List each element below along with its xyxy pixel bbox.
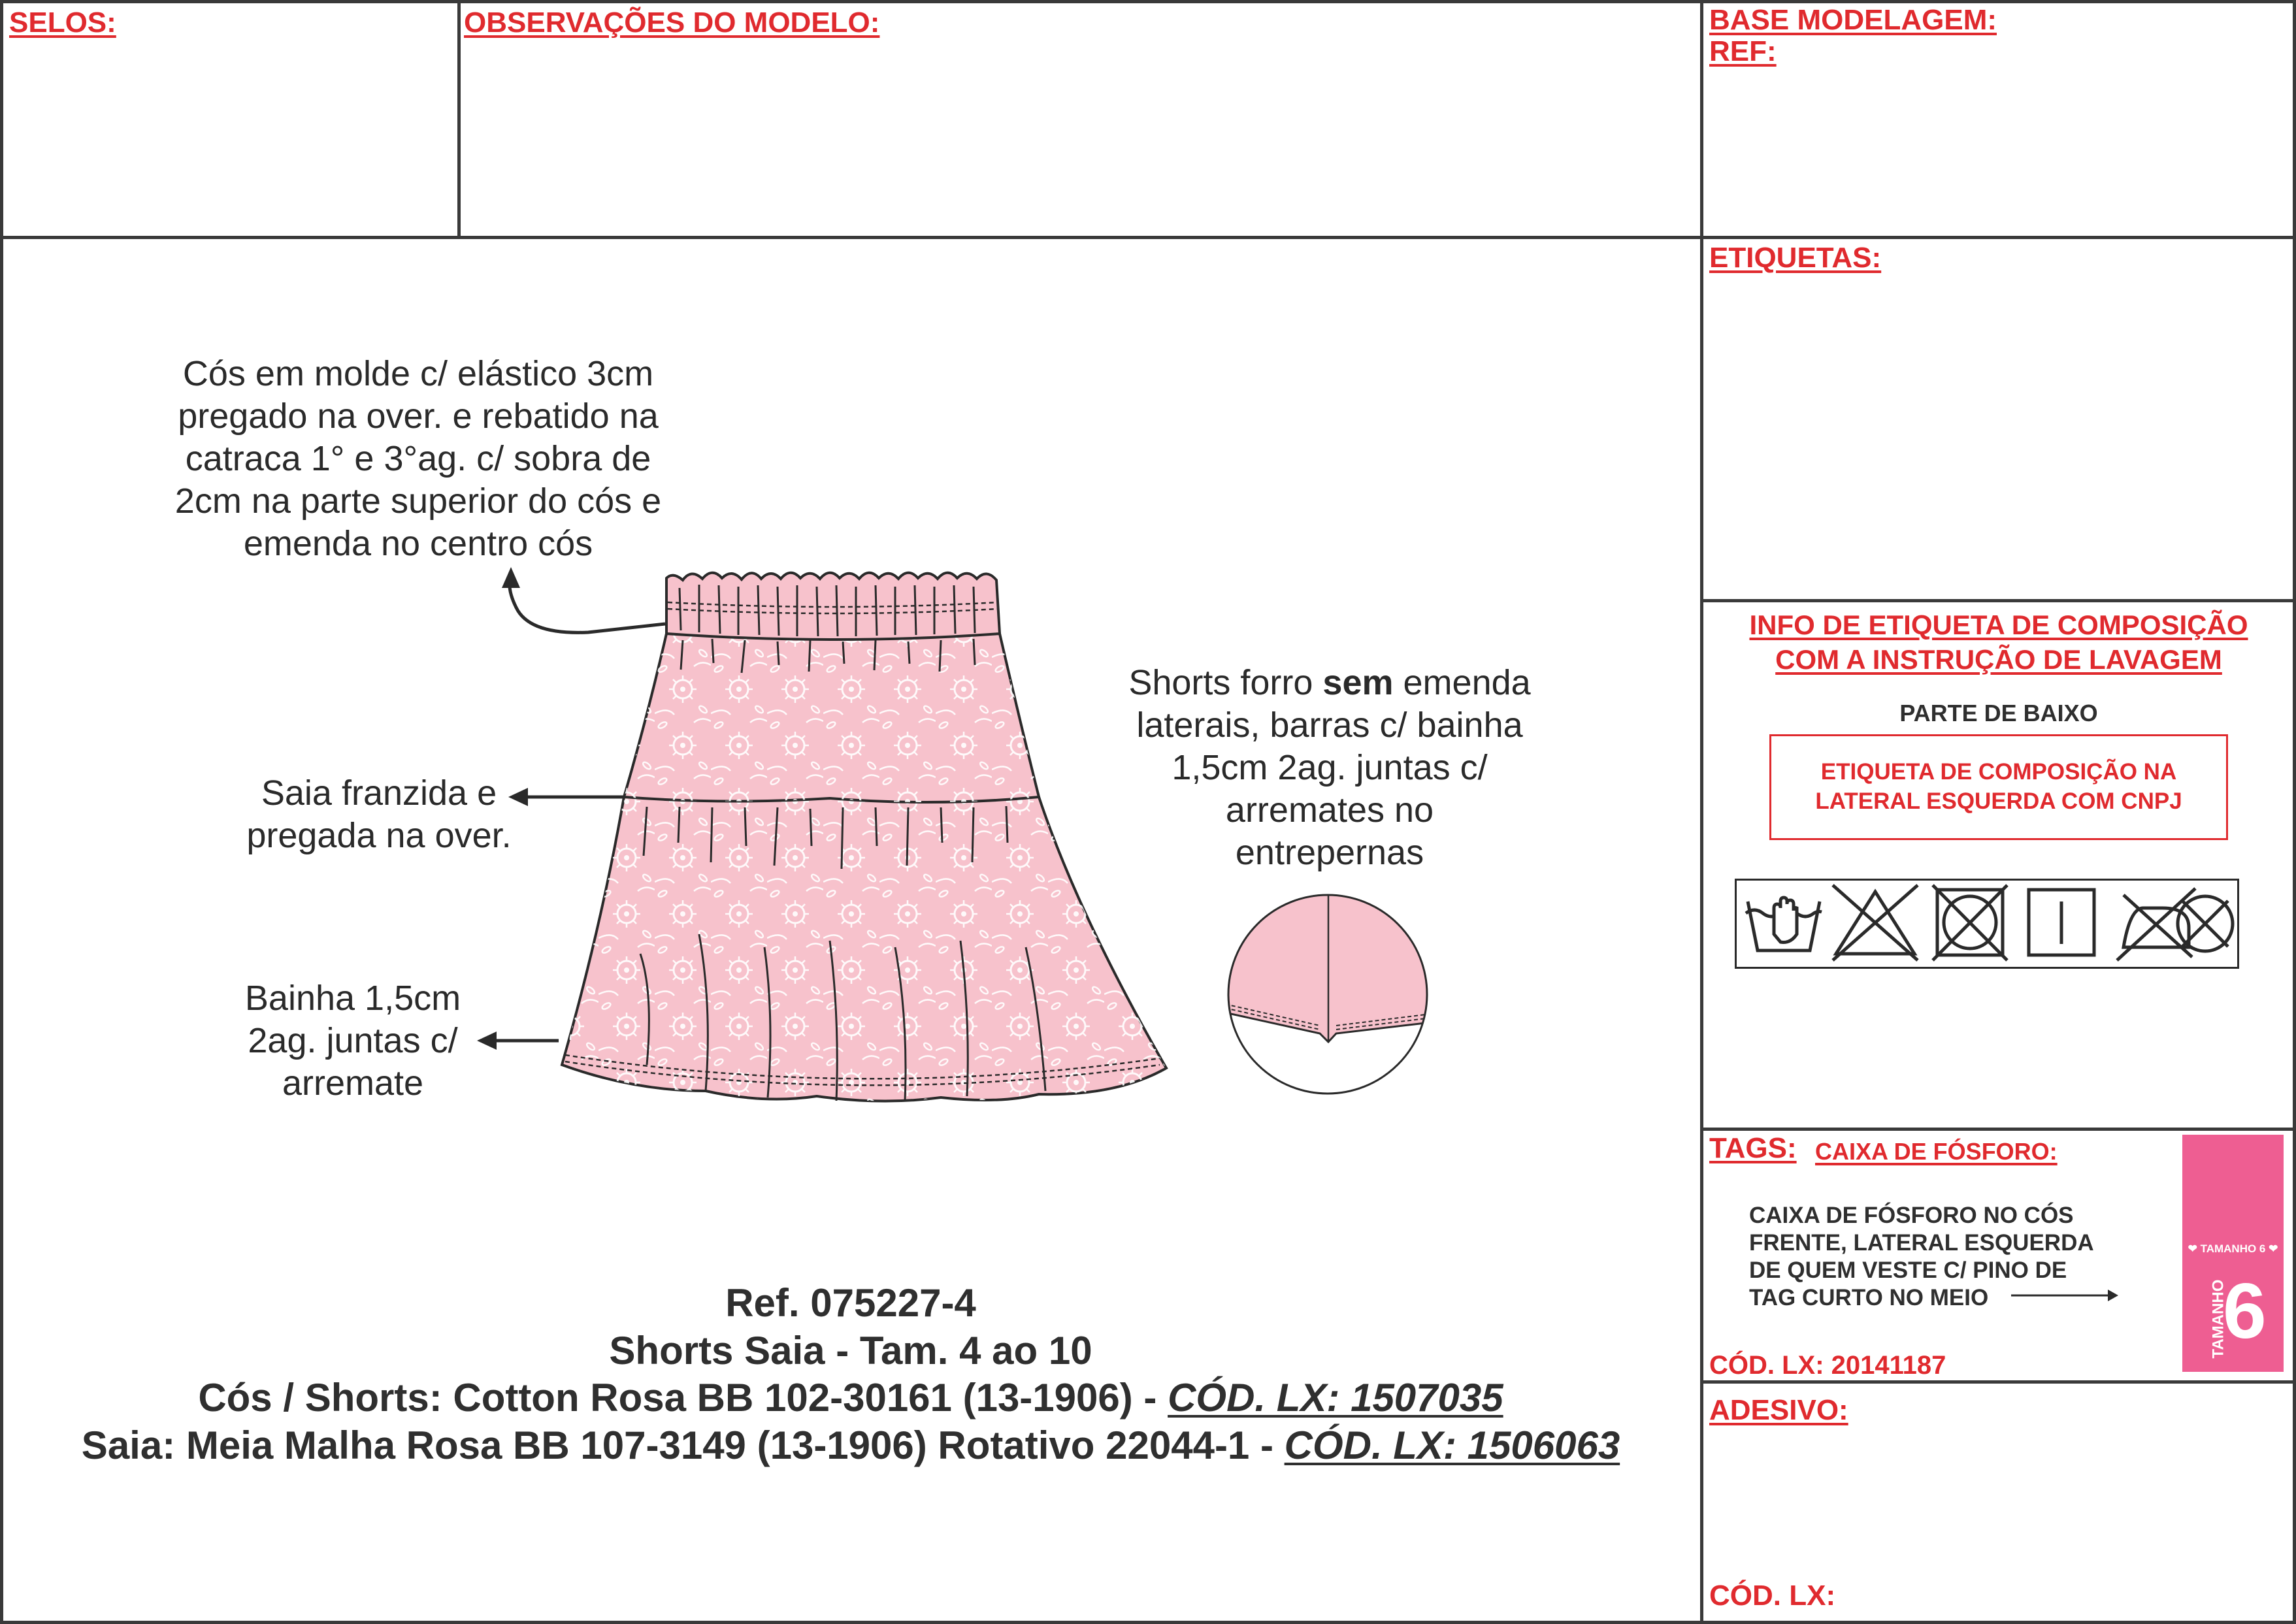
tag-text-line-3: DE QUEM VESTE C/ PINO DE [1749,1258,2067,1283]
tag-text-line-2: FRENTE, LATERAL ESQUERDA [1749,1230,2094,1256]
line-dry-icon [2029,890,2094,955]
shorts-note-line-5: entrepernas [1235,833,1424,872]
tags-cod: CÓD. LX: 20141187 [1709,1351,1946,1380]
hand-wash-icon [1746,898,1822,950]
etiquetas-label: ETIQUETAS: [1709,242,1882,274]
tag-text-line-1: CAIXA DE FÓSFORO NO CÓS [1749,1203,2074,1228]
tags-label: TAGS: [1709,1132,1797,1164]
tag-card-side-text: TAMANHO [2209,1279,2227,1359]
hem-note-line-2: 2ag. juntas c/ [248,1021,458,1060]
info-title-line2: COM A INSTRUÇÃO DE LAVAGEM [1775,644,2222,675]
info-title-line1: INFO DE ETIQUETA DE COMPOSIÇÃO [1749,609,2248,640]
border-bottom [0,1621,2296,1624]
selos-label: SELOS: [9,7,116,39]
composition-line2: LATERAL ESQUERDA COM CNPJ [1815,788,2182,814]
fabric-1-text: Cós / Shorts: Cotton Rosa BB 102-30161 (13-1906) - [198,1376,1168,1420]
no-bleach-icon [1833,885,1918,960]
tag-card-top-label: TAMANHO 6 [2200,1242,2266,1255]
shorts-note-line-4: arremates no [1225,790,1434,830]
care-symbols [1738,882,2236,966]
shorts-note-bold: sem [1322,663,1394,702]
parte-label: PARTE DE BAIXO [1899,700,2098,726]
no-iron-icon [2117,888,2195,960]
shorts-note-post: emenda [1393,663,1531,702]
shorts-detail [1225,892,1431,1097]
no-tumble-dry-icon [1933,885,2007,960]
tag-card-top-text [2182,1242,2284,1256]
tag-card-number: 6 [2223,1267,2267,1355]
shorts-note-line-2: laterais, barras c/ bainha [1136,706,1523,745]
skirt-illustration [542,549,1183,1124]
info-divider [1701,599,2296,602]
fabric-2-code: CÓD. LX: 1506063 [1284,1423,1620,1467]
tag-text-line-4: TAG CURTO NO MEIO [1749,1285,1989,1310]
waistband-note-line-5: emenda no centro cós [243,524,593,563]
fabric-2-text: Saia: Meia Malha Rosa BB 107-3149 (13-1906) Rotativo 22044-1 - [81,1423,1285,1467]
hem-note-line-1: Bainha 1,5cm [244,979,461,1018]
waistband-note-line-2: pregado na over. e rebatido na [178,397,659,436]
no-dry-clean-icon [2178,896,2233,951]
observacoes-label: OBSERVAÇÕES DO MODELO: [464,7,880,39]
tag-arrow [2010,1286,2121,1305]
composition-box [1769,734,2228,840]
product-fabric-1 [0,1375,1701,1420]
shorts-note-pre: Shorts forro [1128,663,1323,702]
caixa-label: CAIXA DE FÓSFORO: [1815,1138,2058,1165]
adesivo-divider [1701,1380,2296,1384]
skirt-note-line-2: pregada na over. [246,816,512,855]
skirt-note-line-1: Saia franzida e [261,773,497,813]
heart-icon: ❤ [2269,1242,2278,1255]
tags-divider [1701,1128,2296,1131]
base-modelagem-label: BASE MODELAGEM: [1709,4,1997,36]
waistband-note-line-3: catraca 1° e 3°ag. c/ sobra de [185,439,651,478]
shorts-note-line-3: 1,5cm 2ag. juntas c/ [1172,748,1488,787]
product-fabric-2 [0,1423,1701,1468]
adesivo-cod: CÓD. LX: [1709,1580,1836,1612]
tag-card [2182,1135,2284,1372]
product-ref: Ref. 075227-4 [725,1281,976,1325]
adesivo-label: ADESIVO: [1709,1394,1848,1426]
composition-line1: ETIQUETA DE COMPOSIÇÃO NA [1820,759,2177,785]
heart-icon: ❤ [2188,1242,2197,1255]
fabric-1-code: CÓD. LX: 1507035 [1168,1376,1503,1420]
hem-note-line-3: arremate [282,1064,424,1103]
product-name: Shorts Saia - Tam. 4 ao 10 [609,1329,1092,1372]
waistband-note-line-1: Cós em molde c/ elástico 3cm [182,354,654,393]
ref-label: REF: [1709,35,1777,67]
waistband-note-line-4: 2cm na parte superior do cós e [174,481,662,521]
